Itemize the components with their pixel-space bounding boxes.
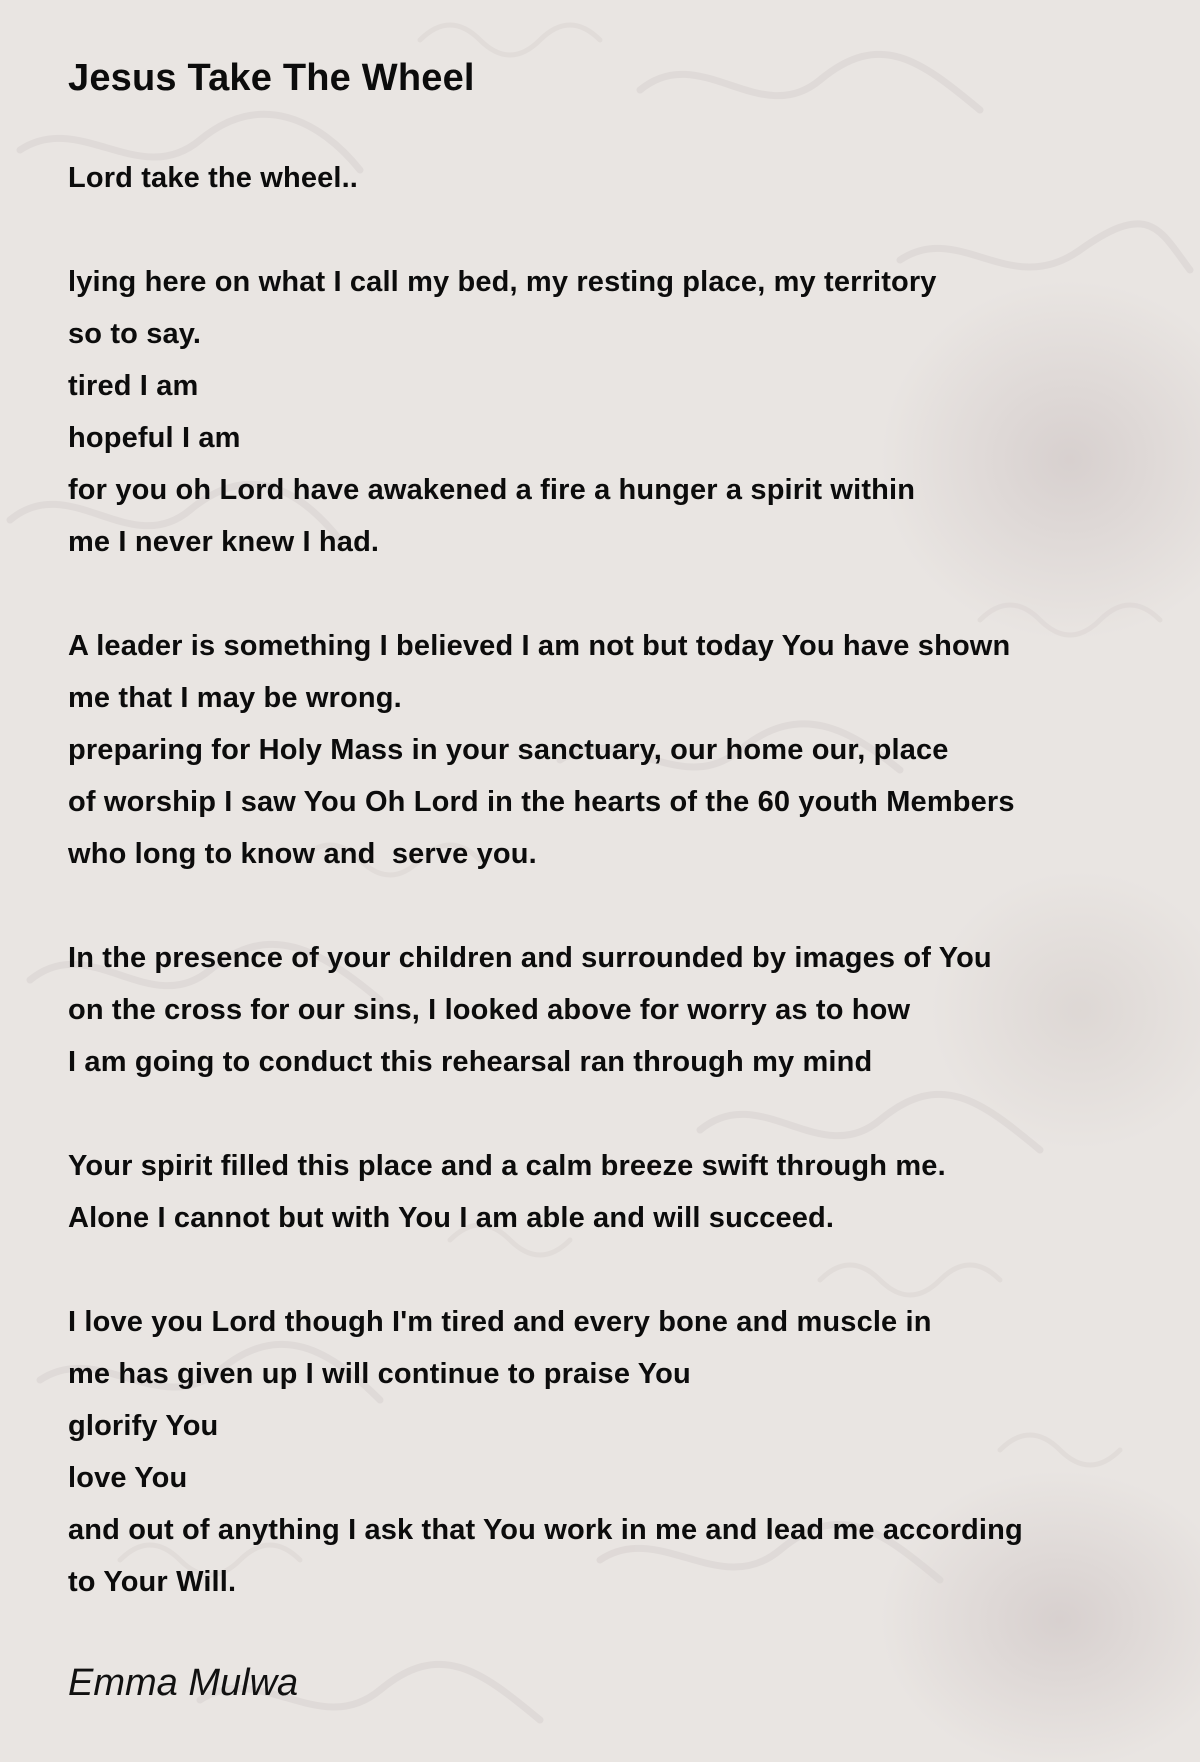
poem-line: me I never knew I had. (68, 526, 380, 558)
stanza (68, 1296, 1148, 1608)
poem-line: of worship I saw You Oh Lord in the hearts of the 60 youth Members (68, 786, 1015, 818)
poem-line: preparing for Holy Mass in your sanctuary, our home our, place (68, 734, 949, 766)
poem-line: hopeful I am (68, 422, 241, 454)
poem-line: A leader is something I believed I am not but today You have shown (68, 630, 1011, 662)
stanza (68, 1140, 1148, 1244)
poem-line: In the presence of your children and surrounded by images of You (68, 942, 992, 974)
poem-line: glorify You (68, 1410, 219, 1442)
poem-line: and out of anything I ask that You work in me and lead me according (68, 1514, 1023, 1546)
poem-title: Jesus Take The Wheel (68, 57, 475, 99)
poem-line: on the cross for our sins, I looked above for worry as to how (68, 994, 911, 1026)
poem-line: who long to know and serve you. (68, 838, 537, 870)
stanza (68, 932, 1148, 1088)
poem-line: Alone I cannot but with You I am able and will succeed. (68, 1202, 835, 1234)
poem-line: so to say. (68, 318, 202, 350)
poem-author: Emma Mulwa (68, 1662, 299, 1704)
poem-line: love You (68, 1462, 188, 1494)
stanza (68, 152, 1148, 204)
poem-line: for you oh Lord have awakened a fire a hunger a spirit within (68, 474, 916, 506)
poem-line: I am going to conduct this rehearsal ran through my mind (68, 1046, 873, 1078)
poem-line: me has given up I will continue to praise You (68, 1358, 691, 1390)
poem-line: I love you Lord though I'm tired and every bone and muscle in (68, 1306, 932, 1338)
stanza (68, 256, 1148, 568)
stanza (68, 620, 1148, 880)
poem-body (68, 152, 1148, 1608)
poem-page (68, 56, 1148, 1706)
poem-line: Lord take the wheel.. (68, 162, 358, 194)
poem-line: Your spirit filled this place and a calm breeze swift through me. (68, 1150, 946, 1182)
poem-line: me that I may be wrong. (68, 682, 402, 714)
poem-line: to Your Will. (68, 1566, 237, 1598)
poem-line: lying here on what I call my bed, my resting place, my territory (68, 266, 937, 298)
poem-line: tired I am (68, 370, 199, 402)
